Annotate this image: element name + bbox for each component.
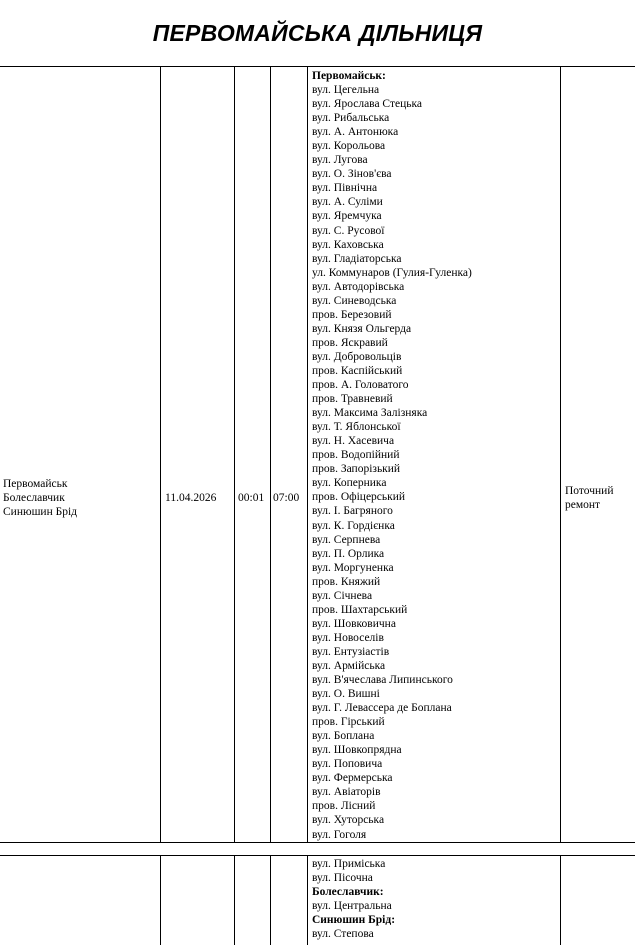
location-name: Синюшин Брід (3, 506, 78, 518)
street-item: вул. Ентузіастів (312, 645, 390, 658)
street-item: вул. Цегельна (312, 84, 380, 97)
street-item: вул. Приміська (312, 858, 386, 870)
locality-heading: Синюшин Брід: (312, 914, 396, 927)
street-item: ул. Коммунаров (Гулия-Гуленка) (312, 266, 472, 279)
locality-heading: Болеславчик: (312, 886, 384, 899)
street-item: пров. Травневий (312, 393, 393, 406)
location-name: Первомайськ (3, 478, 68, 490)
street-item: пров. Лісний (312, 800, 376, 813)
street-item: вул. Новоселів (312, 631, 384, 644)
street-item: пров. Офіцерський (312, 491, 406, 504)
col-divider-4 (307, 66, 308, 842)
work-type-line: ремонт (565, 499, 601, 511)
street-item: вул. Добровольців (312, 350, 402, 363)
street-item: пров. Княжий (312, 575, 381, 588)
street-item: вул. Хуторська (312, 814, 385, 827)
street-item: пров. Шахтарський (312, 603, 408, 616)
street-item: пров. Яскравий (312, 336, 388, 349)
street-item: вул. Авіаторів (312, 786, 381, 799)
col-divider-3 (270, 66, 271, 842)
street-item: вул. Пісочна (312, 872, 373, 885)
street-item: вул. Поповича (312, 758, 383, 771)
col-divider-5b (560, 855, 561, 945)
col-divider-2 (234, 66, 235, 842)
street-item: вул. Шовковична (312, 617, 396, 630)
street-item: пров. Водопійний (312, 449, 400, 462)
street-item: вул. О. Вишні (312, 688, 380, 701)
street-item: вул. С. Русової (312, 224, 385, 237)
street-item: пров. А. Головатого (312, 379, 409, 392)
street-item: вул. В'ячеслава Липинського (312, 674, 453, 687)
locality-heading: Первомайськ: (312, 70, 386, 82)
streets-list (312, 69, 472, 842)
street-item: пров. Гірський (312, 716, 385, 729)
street-item: вул. Н. Хасевича (312, 435, 395, 448)
street-item: вул. Яремчука (312, 210, 382, 223)
street-item: вул. Боплана (312, 730, 375, 743)
col-divider-2b (234, 855, 235, 945)
street-item: вул. Степова (312, 928, 374, 941)
street-item: вул. Князя Ольгерда (312, 322, 412, 335)
street-item: вул. Армійська (312, 659, 386, 672)
streets-list-continued (312, 857, 395, 941)
street-item: вул. Ярослава Стецька (312, 98, 422, 111)
col-divider-1b (160, 855, 161, 945)
street-item: вул. Автодорівська (312, 280, 405, 293)
col-divider-1 (160, 66, 161, 842)
col-divider-3b (270, 855, 271, 945)
time-start-cell: 00:01 (238, 492, 265, 504)
street-item: вул. Січнева (312, 589, 373, 602)
street-item: вул. Г. Левассера де Боплана (312, 702, 452, 715)
locations-cell (3, 477, 157, 519)
street-item: вул. Т. Яблонської (312, 421, 401, 434)
street-item: вул. Північна (312, 182, 378, 195)
street-item: вул. А. Антонюка (312, 126, 399, 139)
location-name: Болеславчик (3, 492, 65, 504)
street-item: вул. К. Гордієнка (312, 519, 395, 532)
col-divider-5 (560, 66, 561, 842)
street-item: вул. Гоголя (312, 828, 367, 841)
street-item: пров. Запорізький (312, 463, 401, 476)
street-item: вул. І. Багряного (312, 505, 393, 518)
table-top-border (0, 66, 635, 67)
street-item: вул. О. Зінов'єва (312, 168, 392, 181)
street-item: вул. Синеводська (312, 294, 397, 307)
street-item: вул. Каховська (312, 238, 384, 251)
street-item: вул. Максима Залізняка (312, 407, 428, 420)
work-type-cell (565, 484, 633, 512)
street-item: вул. П. Орлика (312, 547, 385, 560)
street-item: вул. Фермерська (312, 772, 393, 785)
table-segment-bottom (0, 842, 635, 843)
street-item: пров. Березовий (312, 308, 392, 321)
street-item: вул. Моргуненка (312, 561, 394, 574)
work-type-line: Поточний (565, 485, 614, 497)
street-item: вул. Центральна (312, 900, 392, 913)
table-segment-top (0, 855, 635, 856)
time-end-cell: 07:00 (273, 492, 300, 504)
street-item: пров. Каспійський (312, 364, 403, 377)
date-cell: 11.04.2026 (165, 492, 217, 504)
street-item: вул. Серпнева (312, 533, 381, 546)
street-item: вул. Рибальська (312, 112, 390, 125)
street-item: вул. Гладіаторська (312, 252, 402, 265)
col-divider-4b (307, 855, 308, 945)
street-item: вул. Коперника (312, 477, 387, 490)
street-item: вул. Лугова (312, 154, 368, 167)
street-item: вул. Шовкопрядна (312, 744, 402, 757)
page-title: ПЕРВОМАЙСЬКА ДІЛЬНИЦЯ (152, 20, 483, 46)
street-item: вул. Корольова (312, 140, 386, 153)
street-item: вул. А. Суліми (312, 196, 383, 209)
